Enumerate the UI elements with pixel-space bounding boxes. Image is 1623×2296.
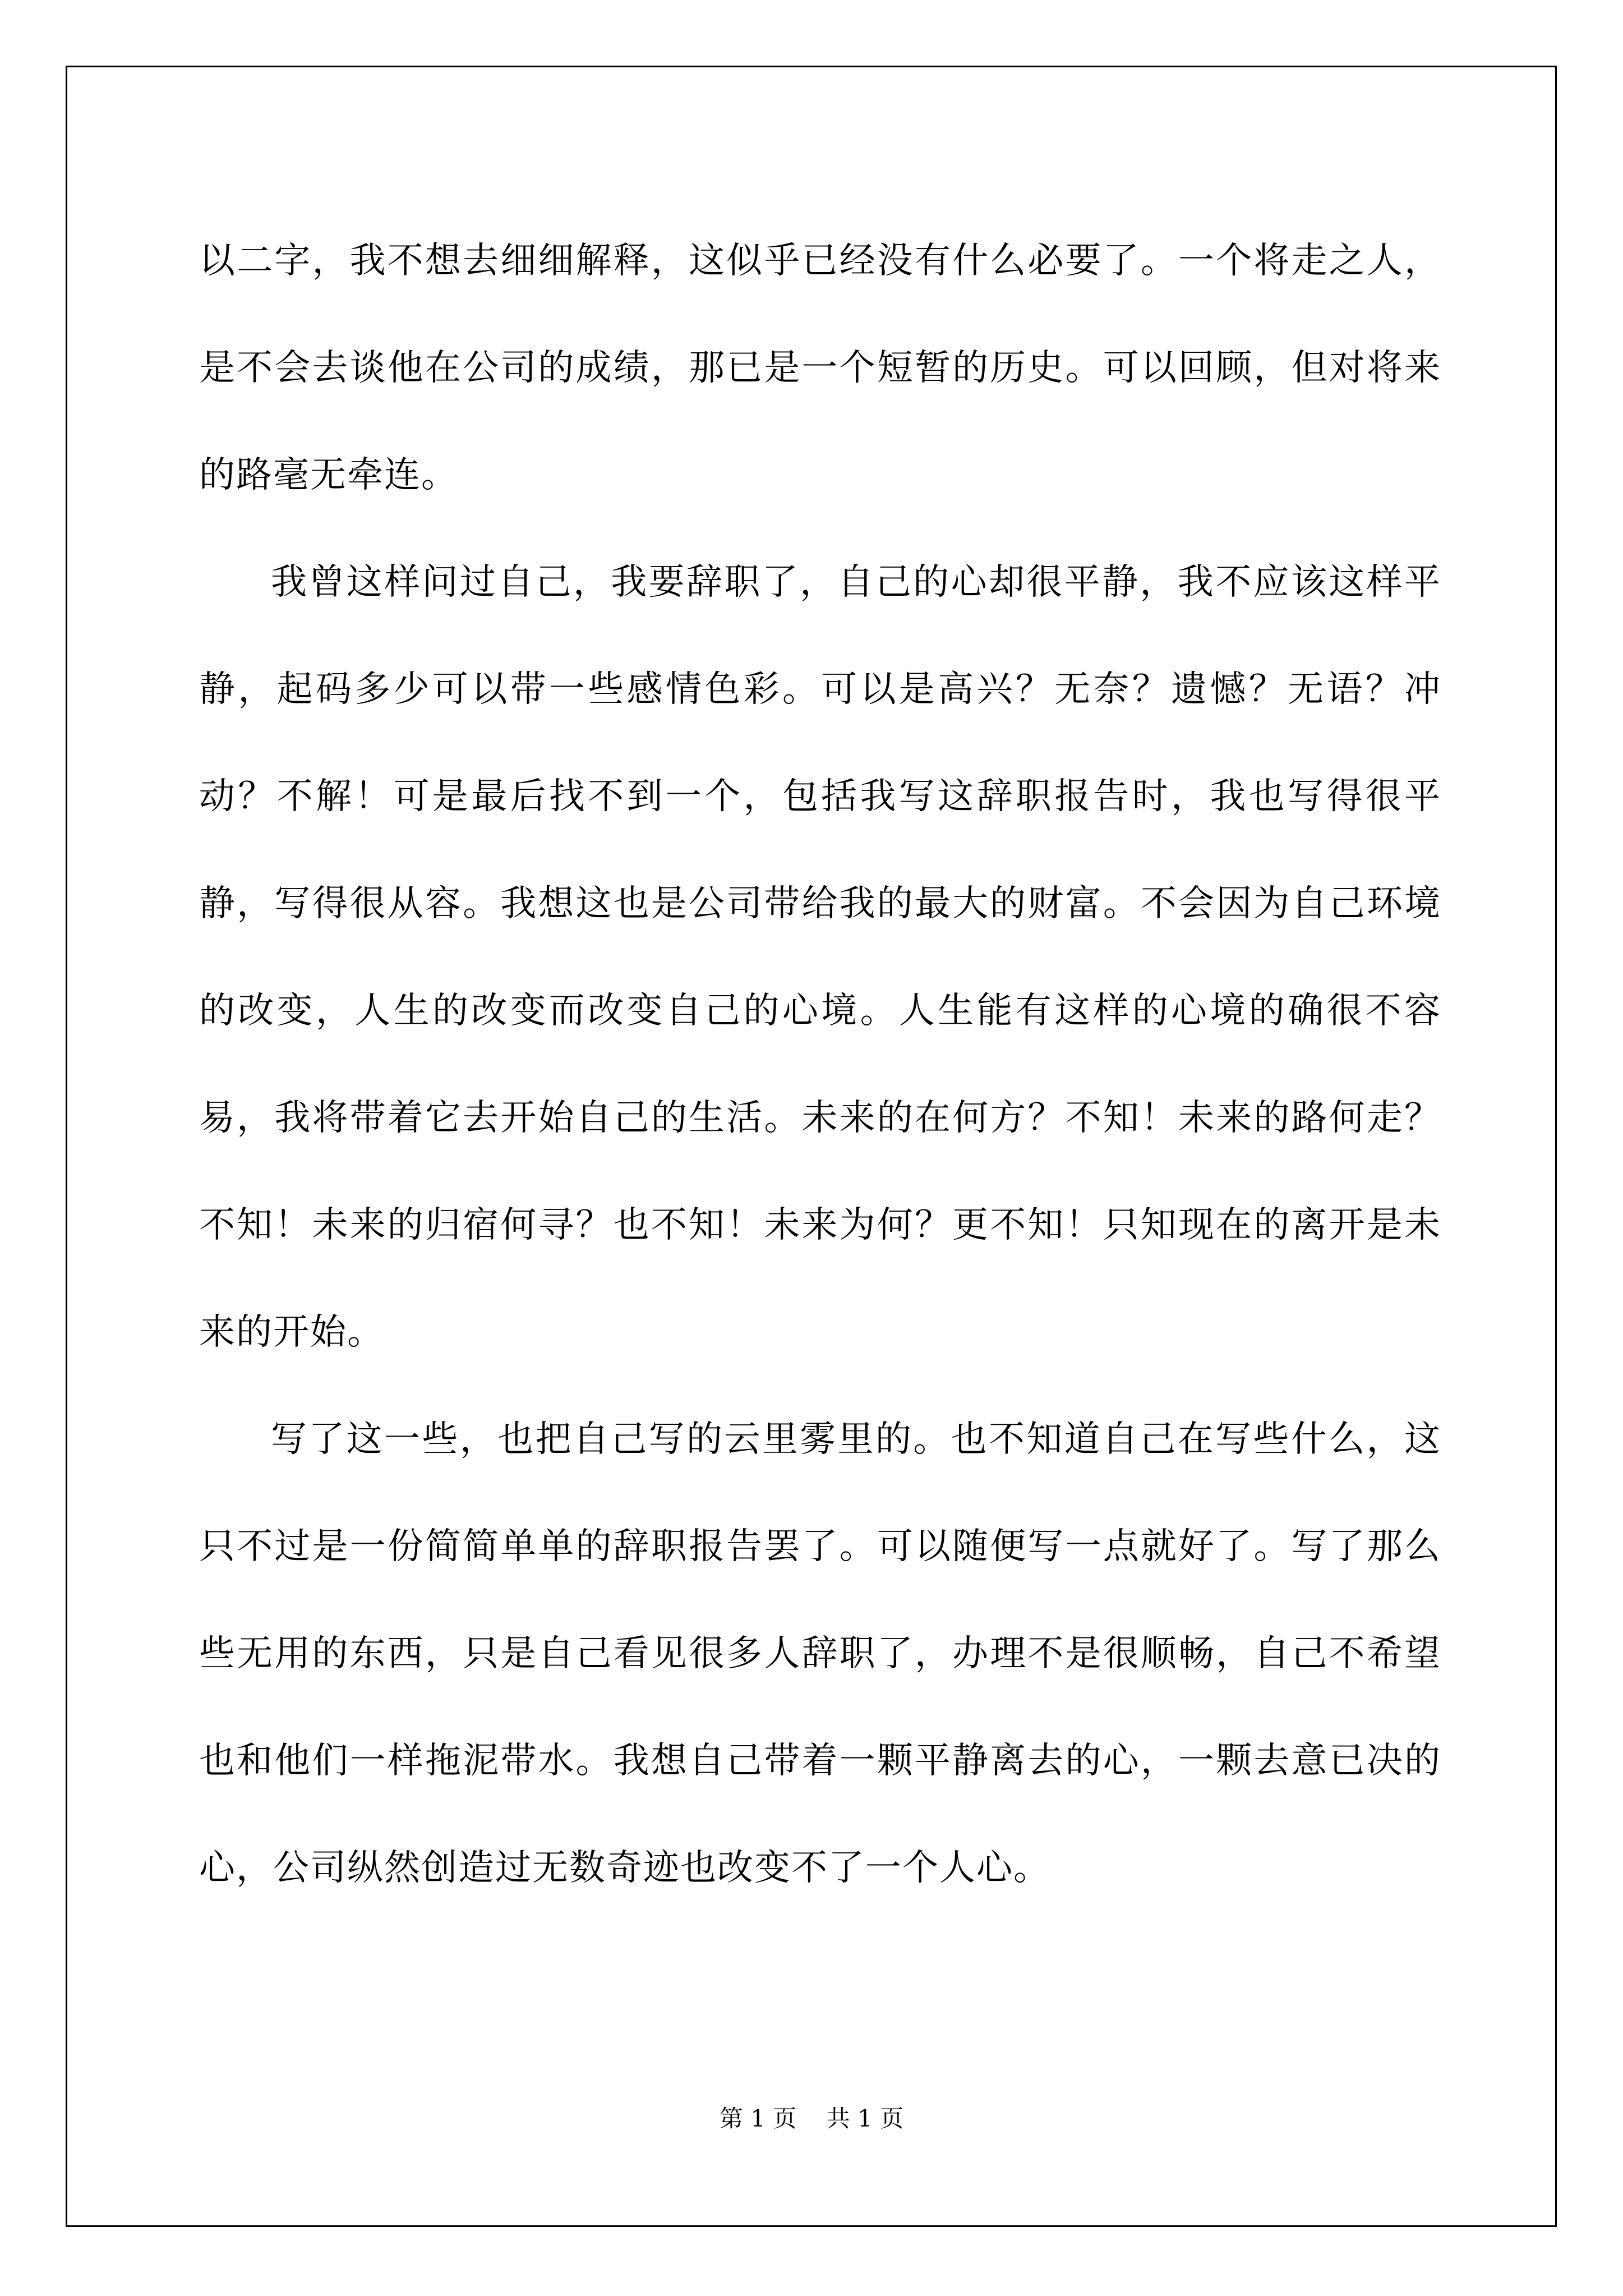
paragraph-2: 我曾这样问过自己，我要辞职了，自己的心却很平静，我不应该这样平静，起码多少可以带一些感情色彩。可以是高兴？无奈？遗憾？无语？冲动？不解！可是最后找不到一个，包括我写这辞职报告时，我也写得很平静，写得很从容。我想这也是公司带给我的最大的财富。不会因为自己环境的改变，人生的改变而改变自己的心境。人生能有这样的心境的确很不容易，我将带着它去开始自己的生活。未来的在何方？不知！未来的路何走？不知！未来的归宿何寻？也不知！未来为何？更不知！只知现在的离开是未来的开始。 (199, 562, 1441, 1353)
page-number: 第 1 页 (719, 2105, 797, 2132)
paragraph-3: 写了这一些，也把自己写的云里雾里的。也不知道自己在写些什么，这只不过是一份简简单单的辞职报告罢了。可以随便写一点就好了。写了那么些无用的东西，只是自己看见很多人辞职了，办理不是很顺畅，自己不希望也和他们一样拖泥带水。我想自己带着一颗平静离去的心，一颗去意已决的心，公司纵然创造过无数奇迹也改变不了一个人心。 (199, 1419, 1441, 1889)
document-body (199, 208, 1441, 1922)
page-footer (0, 2100, 1623, 2134)
page-total: 共 1 页 (826, 2105, 904, 2132)
paragraph-1: 以二字，我不想去细细解释，这似乎已经没有什么必要了。一个将走之人，是不会去谈他在公司的成绩，那已是一个短暂的历史。可以回顾，但对将来的路毫无牵连。 (199, 240, 1441, 496)
